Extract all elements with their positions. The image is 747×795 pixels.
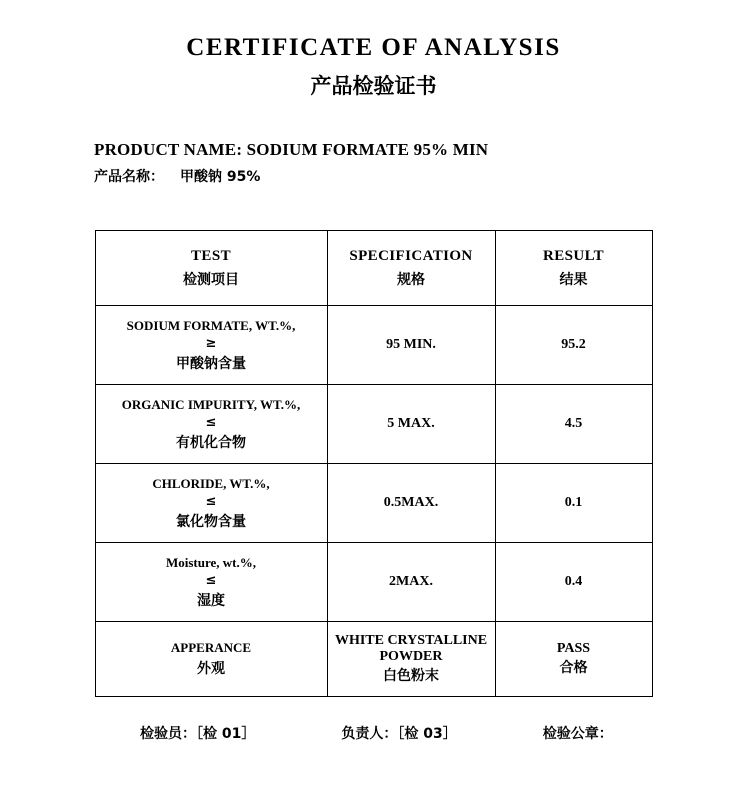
test-operator: ≥: [205, 335, 217, 351]
row-test-cell: [95, 543, 327, 622]
document-title-en: CERTIFICATE OF ANALYSIS: [186, 34, 561, 61]
row-test-cell: [95, 464, 327, 543]
test-name-en: APPERANCE: [170, 640, 252, 655]
row-result-cell: [495, 543, 652, 622]
row-result-cell: [495, 464, 652, 543]
result-value-cn: 合格: [559, 660, 588, 676]
coa-document-page: [0, 34, 747, 795]
test-name-cn: 甲酸钠含量: [176, 355, 246, 372]
test-name-en: CHLORIDE, WT.%,: [152, 475, 270, 491]
analysis-table: [95, 230, 653, 697]
product-name-en: PRODUCT NAME: SODIUM FORMATE 95% MIN: [94, 140, 489, 159]
table-row-appearance: [95, 622, 652, 697]
header-test-en: TEST: [191, 247, 231, 264]
document-title-cn: 产品检验证书: [310, 74, 437, 98]
test-name-en: Moisture, wt.%,: [165, 554, 257, 570]
product-name-cn-line: [94, 166, 747, 186]
row-result-cell: [495, 385, 652, 464]
row-result-cell: [495, 622, 652, 697]
spec-value-cn: 白色粉末: [383, 668, 439, 684]
footer-inspector: 检验员：［检 01］: [140, 726, 256, 742]
test-name-cn: 氯化物含量: [176, 513, 246, 530]
row-test-cell: [95, 385, 327, 464]
table-header-row: [95, 231, 652, 306]
header-spec-cn: 规格: [397, 271, 425, 288]
test-name-cn: 外观: [197, 661, 225, 677]
table-row: [95, 385, 652, 464]
product-name-cn-value: 甲酸钠 95%: [180, 169, 261, 185]
row-spec-cell: [327, 306, 495, 385]
document-footer: [0, 723, 747, 743]
footer-seal: 检验公章：: [542, 726, 613, 742]
product-name-block: [0, 140, 747, 186]
footer-supervisor: 负责人：［检 03］: [341, 726, 457, 742]
header-result-en: RESULT: [542, 247, 605, 264]
table-row: [95, 464, 652, 543]
row-spec-cell: [327, 622, 495, 697]
header-cell-specification: [327, 231, 495, 306]
header-cell-test: [95, 231, 327, 306]
row-test-cell: [95, 622, 327, 697]
product-name-cn-label: 产品名称：: [94, 169, 164, 185]
test-operator: ≤: [205, 414, 217, 430]
test-operator: ≤: [205, 493, 217, 509]
spec-value: 0.5MAX.: [383, 495, 439, 510]
result-value-en: PASS: [556, 641, 591, 656]
header-cell-result: [495, 231, 652, 306]
test-name-en: SODIUM FORMATE, WT.%,: [126, 317, 296, 333]
table-row: [95, 543, 652, 622]
row-test-cell: [95, 306, 327, 385]
row-result-cell: [495, 306, 652, 385]
test-name-cn: 有机化合物: [176, 434, 246, 451]
spec-value: 5 MAX.: [387, 416, 435, 431]
table-row: [95, 306, 652, 385]
spec-value: 2MAX.: [389, 574, 433, 589]
result-value: 0.1: [564, 495, 583, 510]
spec-value: 95 MIN.: [386, 337, 436, 352]
header-test-cn: 检测项目: [183, 271, 239, 288]
result-value: 4.5: [564, 416, 583, 431]
result-value: 95.2: [561, 337, 586, 352]
test-name-en: ORGANIC IMPURITY, WT.%,: [121, 396, 301, 412]
header-result-cn: 结果: [559, 271, 588, 288]
result-value: 0.4: [564, 574, 583, 589]
row-spec-cell: [327, 464, 495, 543]
header-spec-en: SPECIFICATION: [349, 247, 473, 264]
test-name-cn: 湿度: [197, 592, 225, 609]
spec-value-en: WHITE CRYSTALLINE POWDER: [334, 633, 488, 664]
row-spec-cell: [327, 543, 495, 622]
row-spec-cell: [327, 385, 495, 464]
test-operator: ≤: [205, 572, 217, 588]
